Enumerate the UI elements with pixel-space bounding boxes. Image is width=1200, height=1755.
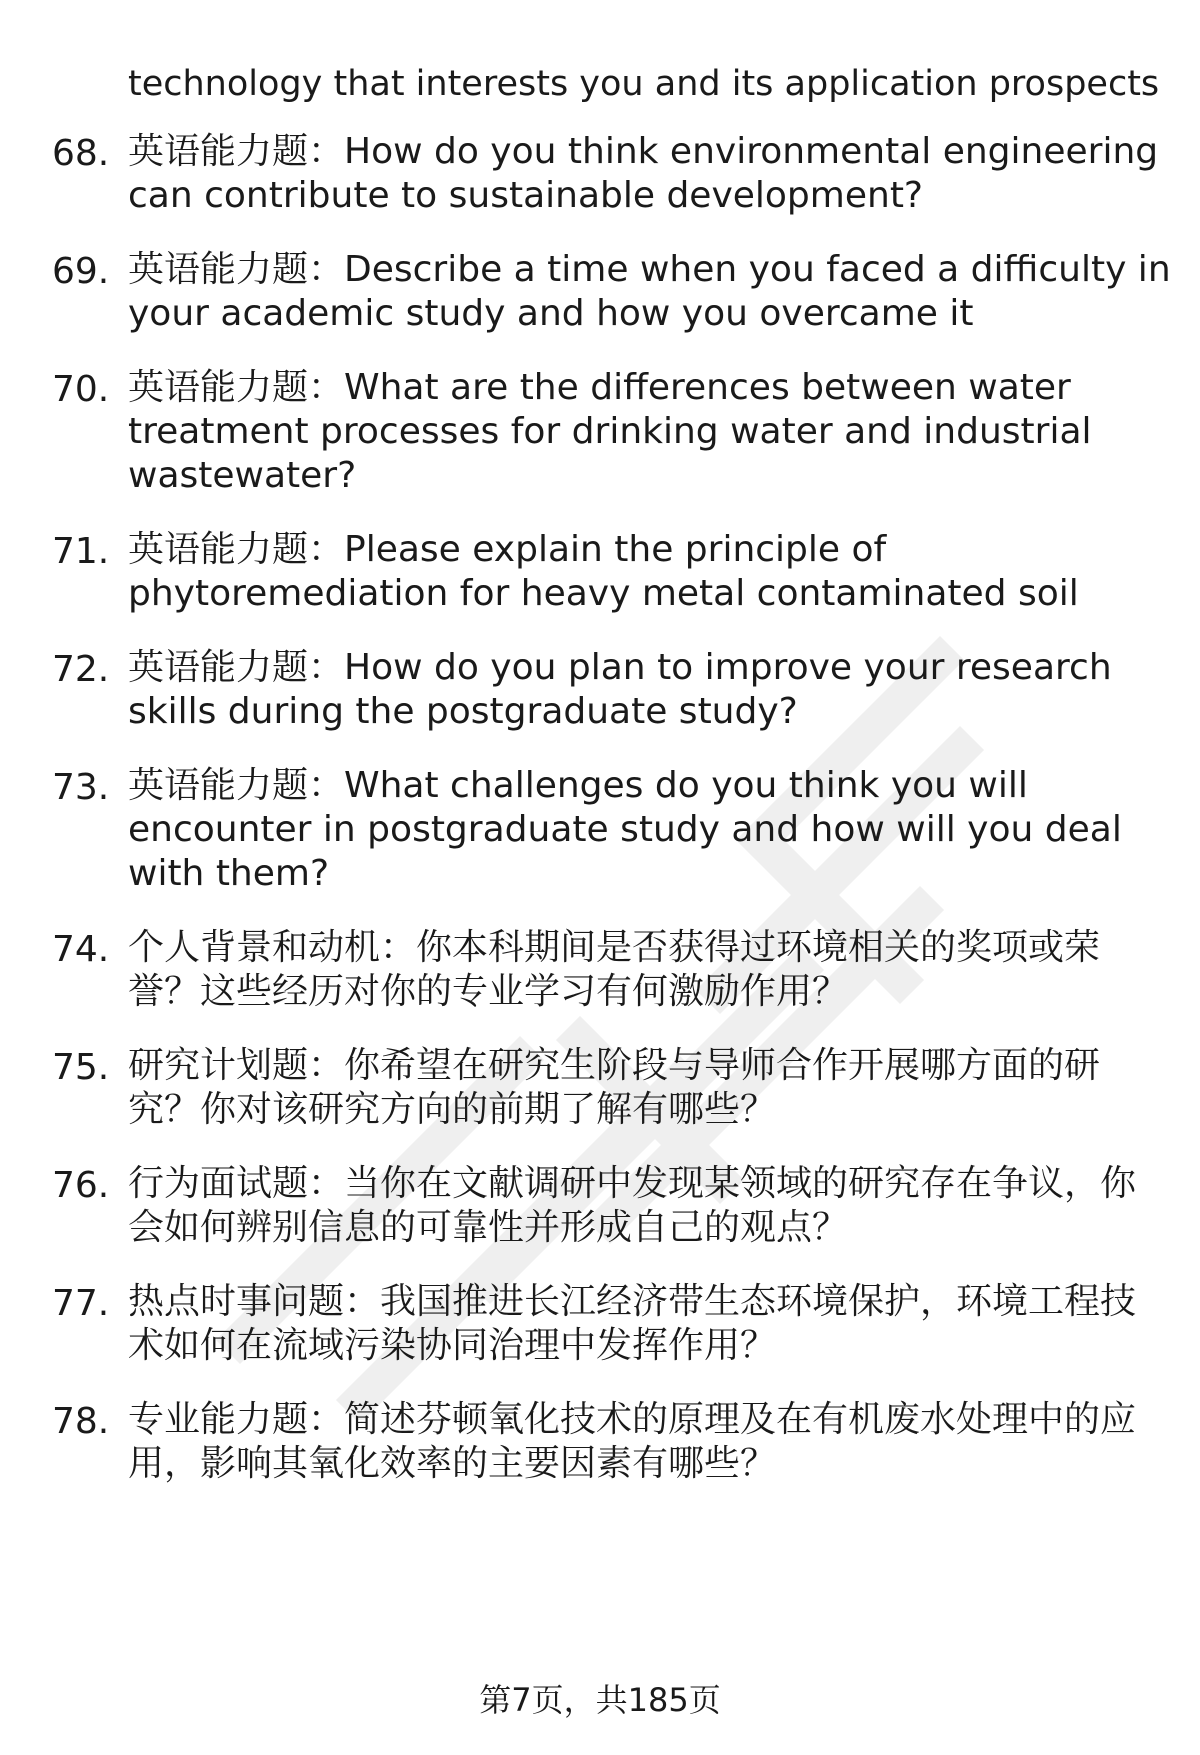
- question-number: 70.: [52, 369, 110, 410]
- question-text-line: 究？你对该研究方向的前期了解有哪些？: [128, 1089, 777, 1130]
- question-text: [128, 1398, 1148, 1486]
- question-text-line: phytoremediation for heavy metal contaminated soil: [128, 573, 1079, 614]
- question-text-line: 术如何在流域污染协同治理中发挥作用？: [128, 1325, 777, 1366]
- question-text-line: with them?: [128, 853, 330, 894]
- question-number: 76.: [52, 1165, 110, 1206]
- question-text: [128, 366, 1148, 498]
- question-text-line: encounter in postgraduate study and how will you deal: [128, 809, 1122, 850]
- question-text-line: can contribute to sustainable development?: [128, 175, 924, 216]
- question-text-line: 英语能力题：Describe a time when you faced a difficulty in: [128, 249, 1171, 290]
- question-number: 68.: [52, 133, 110, 174]
- question-text-line: skills during the postgraduate study?: [128, 691, 798, 732]
- question-text-line: 用，影响其氧化效率的主要因素有哪些？: [128, 1443, 777, 1484]
- question-number: 72.: [52, 649, 110, 690]
- question-text: [128, 130, 1159, 218]
- question-text: [128, 764, 1148, 896]
- question-text: [128, 528, 1148, 616]
- continued-question-text: technology that interests you and its application prospects: [128, 64, 1160, 104]
- question-text: [128, 926, 1148, 1014]
- question-text-line: 热点时事问题：我国推进长江经济带生态环境保护，环境工程技: [128, 1281, 1137, 1322]
- question-text-line: 英语能力题：How do you think environmental engineering: [128, 131, 1159, 172]
- question-text: [128, 646, 1148, 734]
- question-text-line: wastewater?: [128, 455, 357, 496]
- question-number: 69.: [52, 251, 110, 292]
- question-number: 74.: [52, 929, 110, 970]
- question-number: 78.: [52, 1401, 110, 1442]
- question-text-line: 行为面试题：当你在文献调研中发现某领域的研究存在争议，你: [128, 1163, 1137, 1204]
- question-text-line: 誉？这些经历对你的专业学习有何激励作用？: [128, 971, 849, 1012]
- question-text-line: 专业能力题：简述芬顿氧化技术的原理及在有机废水处理中的应: [128, 1399, 1137, 1440]
- question-text: [128, 1162, 1148, 1250]
- question-text-line: 个人背景和动机：你本科期间是否获得过环境相关的奖项或荣: [128, 927, 1101, 968]
- question-text-line: 会如何辨别信息的可靠性并形成自己的观点？: [128, 1207, 849, 1248]
- question-text-line: 研究计划题：你希望在研究生阶段与导师合作开展哪方面的研: [128, 1045, 1101, 1086]
- question-text: [128, 1044, 1148, 1132]
- question-text-line: treatment processes for drinking water and industrial: [128, 411, 1092, 452]
- question-text: [128, 1280, 1148, 1368]
- question-number: 75.: [52, 1047, 110, 1088]
- question-text-line: 英语能力题：How do you plan to improve your research: [128, 647, 1112, 688]
- question-text-line: 英语能力题：What are the differences between water: [128, 367, 1071, 408]
- question-text: [128, 248, 1171, 336]
- question-text-line: 英语能力题：What challenges do you think you will: [128, 765, 1028, 806]
- page-footer: 第7页，共185页: [479, 1681, 721, 1719]
- question-number: 71.: [52, 531, 110, 572]
- question-number: 73.: [52, 767, 110, 808]
- question-number: 77.: [52, 1283, 110, 1324]
- question-text-line: 英语能力题：Please explain the principle of: [128, 529, 887, 570]
- question-text-line: your academic study and how you overcame it: [128, 293, 974, 334]
